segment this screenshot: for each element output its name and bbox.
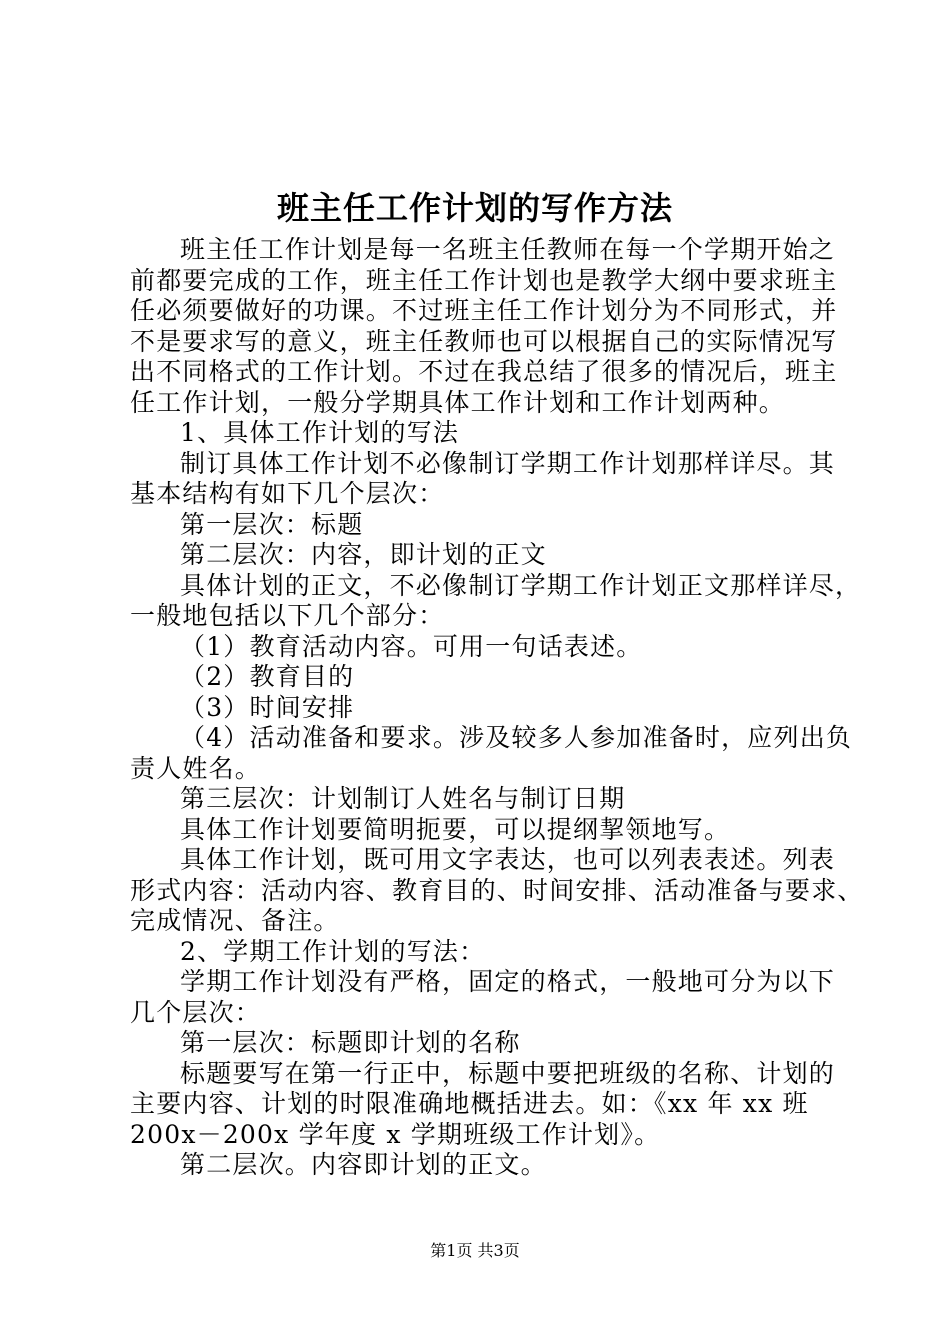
text-line: 200x－200x 学年度 x 学期班级工作计划》。 (130, 1119, 661, 1149)
section-heading: 1、具体工作计划的写法 (180, 418, 460, 447)
list-item: （1）教育活动内容。可用一句话表述。 (180, 631, 643, 661)
text-line: 制订具体工作计划不必像制订学期工作计划那样详尽。其 (180, 448, 836, 478)
section-heading: 2、学期工作计划的写法： (180, 936, 486, 966)
text-line: 具体工作计划要简明扼要，可以提纲挈领地写。 (180, 814, 731, 844)
list-item: （3）时间安排 (180, 692, 355, 722)
text-line: 任工作计划，一般分学期具体工作计划和工作计划两种。 (130, 387, 786, 417)
text-line: 一般地包括以下几个部分： (130, 601, 445, 630)
text-line: 第三层次：计划制订人姓名与制订日期 (180, 784, 626, 813)
text-line: 几个层次： (130, 997, 262, 1027)
text-line: 具体计划的正文，不必像制订学期工作计划正文那样详尽， (180, 570, 862, 600)
text-line: 班主任工作计划是每一名班主任教师在每一个学期开始之 (180, 235, 836, 264)
text-line: 形式内容：活动内容、教育目的、时间安排、活动准备与要求、 (130, 875, 864, 905)
text-line: 第二层次。内容即计划的正文。 (180, 1150, 547, 1179)
list-item: （4）活动准备和要求。涉及较多人参加准备时，应列出负 (180, 723, 853, 752)
text-line: 出不同格式的工作计划。不过在我总结了很多的情况后，班主 (130, 357, 838, 386)
document-title: 班主任工作计划的写作方法 (276, 189, 673, 227)
text-line: 具体工作计划，既可用文字表达，也可以列表表述。列表 (180, 845, 836, 874)
text-line: 第二层次：内容，即计划的正文 (180, 540, 547, 569)
page-number-footer: 第1页 共3页 (430, 1241, 520, 1260)
text-line: 完成情况、备注。 (130, 906, 340, 935)
text-line: 学期工作计划没有严格，固定的格式，一般地可分为以下 (180, 967, 836, 996)
text-line: 前都要完成的工作，班主任工作计划也是教学大纲中要求班主 (130, 265, 838, 295)
text-line: 不是要求写的意义，班主任教师也可以根据自己的实际情况写 (130, 326, 838, 356)
text-line: 第一层次：标题即计划的名称 (180, 1028, 521, 1057)
text-line: 责人姓名。 (130, 753, 262, 783)
text-line: 任必须要做好的功课。不过班主任工作计划分为不同形式，并 (130, 296, 838, 325)
text-line: 第一层次：标题 (180, 509, 364, 539)
text-line: 主要内容、计划的时限准确地概括进去。如：《xx 年 xx 班 (130, 1089, 809, 1118)
text-line: 基本结构有如下几个层次： (130, 479, 445, 508)
text-line: 标题要写在第一行正中，标题中要把班级的名称、计划的 (180, 1058, 836, 1088)
list-item: （2）教育目的 (180, 662, 355, 691)
document-body (130, 235, 864, 1181)
